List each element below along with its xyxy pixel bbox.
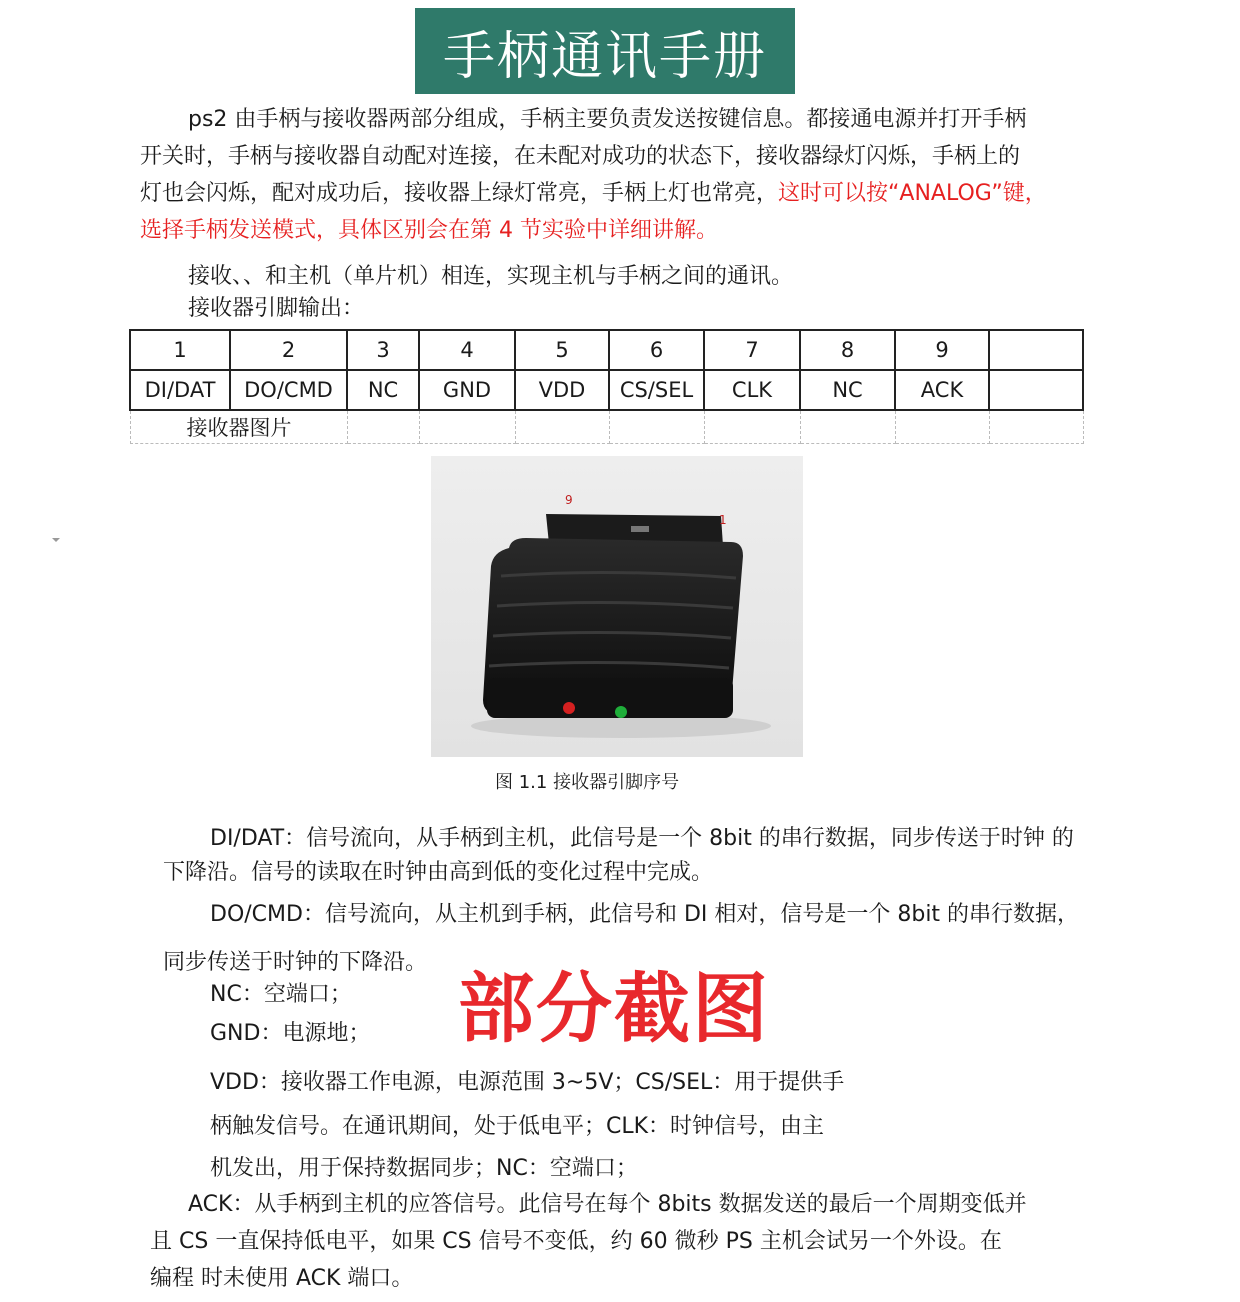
empty-cell	[515, 410, 609, 444]
pin-name: CS/SEL	[609, 370, 704, 410]
pin-number: 5	[515, 330, 609, 370]
pin-name: GND	[419, 370, 515, 410]
desc-ack-line-2: 且 CS 一直保持低电平，如果 CS 信号不变低，约 60 微秒 PS 主机会试另一个外设。在	[150, 1229, 1002, 1254]
intro-line-3	[140, 175, 1047, 212]
pin-number: 7	[704, 330, 800, 370]
pin-number	[989, 330, 1083, 370]
red-led-icon	[563, 702, 575, 714]
receiver-photo	[431, 456, 803, 757]
desc-ack-line-1: ACK：从手柄到主机的应答信号。此信号在每个 8bits 数据发送的最后一个周期变低并	[188, 1192, 1027, 1217]
connect-text: 接收、、和主机（单片机）相连，实现主机与手柄之间的通讯。	[188, 264, 794, 289]
pin-name: NC	[800, 370, 895, 410]
pin-number: 4	[419, 330, 515, 370]
pin-number-row	[130, 330, 1083, 370]
watermark: 部分截图	[458, 964, 770, 1053]
receiver-illustration	[431, 456, 803, 757]
page-title: 手柄通讯手册	[415, 8, 795, 94]
empty-cell	[704, 410, 800, 444]
empty-cell	[347, 410, 419, 444]
intro-line-1: ps2 由手柄与接收器两部分组成，手柄主要负责发送按键信息。都接通电源并打开手柄	[188, 107, 1027, 132]
desc-vdd-line-3: 机发出，用于保持数据同步；NC：空端口；	[210, 1156, 638, 1181]
receiver-image-row	[130, 410, 1083, 444]
margin-marker	[52, 538, 60, 542]
intro-highlight: 这时可以按“ANALOG”键，	[778, 181, 1047, 206]
empty-cell	[895, 410, 989, 444]
desc-do-line-2: 同步传送于时钟的下降沿。	[163, 950, 428, 975]
pin-number: 6	[609, 330, 704, 370]
pin-number: 8	[800, 330, 895, 370]
desc-di-line-2: 下降沿。信号的读取在时钟由高到低的变化过程中完成。	[163, 860, 714, 885]
figure-caption: 图 1.1 接收器引脚序号	[495, 772, 680, 793]
empty-cell	[989, 410, 1083, 444]
pin-number: 9	[895, 330, 989, 370]
pin-name: NC	[347, 370, 419, 410]
desc-nc: NC：空端口；	[210, 982, 352, 1007]
pin-number: 3	[347, 330, 419, 370]
desc-ack-line-3: 编程 时未使用 ACK 端口。	[150, 1266, 414, 1291]
pin-label-right: 1	[719, 513, 727, 527]
empty-cell	[609, 410, 704, 444]
receiver-image-label: 接收器图片	[130, 410, 347, 444]
pin-label-left: 9	[565, 493, 573, 507]
desc-di-line-1: DI/DAT：信号流向，从手柄到主机，此信号是一个 8bit 的串行数据，同步传送于时钟 的	[210, 826, 1074, 851]
pin-name: ACK	[895, 370, 989, 410]
pin-name: CLK	[704, 370, 800, 410]
intro-line-4: 选择手柄发送模式，具体区别会在第 4 节实验中详细讲解。	[140, 218, 718, 243]
desc-gnd: GND：电源地；	[210, 1021, 371, 1046]
pin-name	[989, 370, 1083, 410]
pin-name: VDD	[515, 370, 609, 410]
desc-vdd-line-1: VDD：接收器工作电源，电源范围 3~5V；CS/SEL：用于提供手	[210, 1070, 845, 1095]
pinout-label: 接收器引脚输出：	[188, 296, 365, 321]
green-led-icon	[615, 706, 627, 718]
intro-line-3-text: 灯也会闪烁，配对成功后，接收器上绿灯常亮，手柄上灯也常亮，	[140, 181, 779, 206]
desc-vdd-line-2: 柄触发信号。在通讯期间，处于低电平；CLK：时钟信号，由主	[210, 1114, 825, 1139]
pin-number: 1	[130, 330, 230, 370]
empty-cell	[800, 410, 895, 444]
empty-cell	[419, 410, 515, 444]
pin-name: DO/CMD	[230, 370, 347, 410]
desc-do-line-1: DO/CMD：信号流向，从主机到手柄，此信号和 DI 相对，信号是一个 8bit 的串行数据，	[210, 902, 1080, 927]
pin-table	[129, 329, 1084, 444]
pin-number: 2	[230, 330, 347, 370]
intro-line-2: 开关时，手柄与接收器自动配对连接，在未配对成功的状态下，接收器绿灯闪烁，手柄上的	[140, 144, 1021, 169]
pin-name-row	[130, 370, 1083, 410]
pin-name: DI/DAT	[130, 370, 230, 410]
